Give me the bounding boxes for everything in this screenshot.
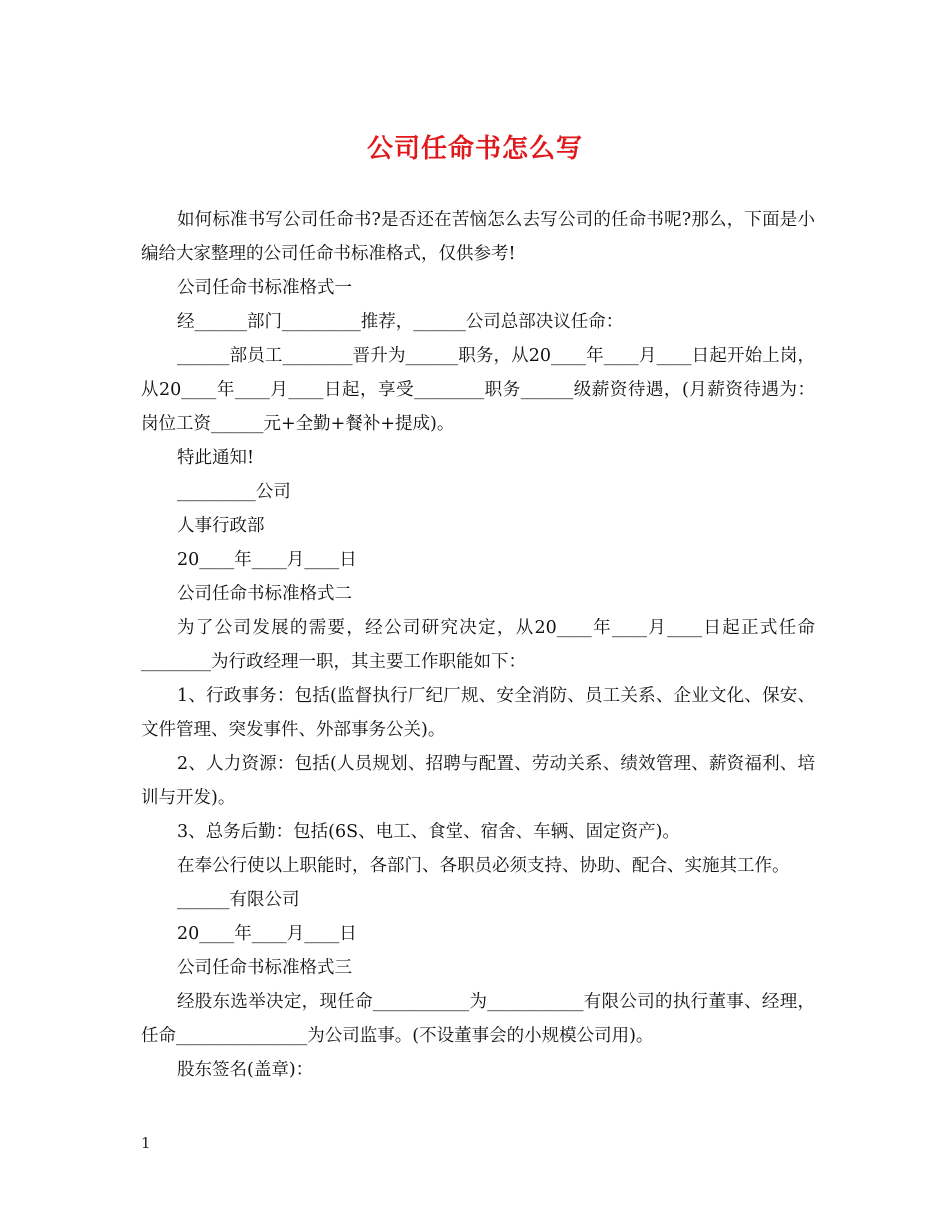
paragraph: 特此通知! — [177, 448, 255, 468]
heading-format-two: 公司任命书标准格式二 — [177, 584, 352, 604]
heading-format-one: 公司任命书标准格式一 — [177, 278, 352, 298]
paragraph: 为了公司发展的需要，经公司研究决定，从20____年____月____日起正式任命________为行政经理一职，其主要工作职能如下： — [141, 618, 815, 672]
signature-shareholder: 股东签名(盖章)： — [177, 1060, 314, 1080]
signature-company: _________公司 — [177, 482, 291, 502]
document-body — [141, 203, 815, 1087]
page-number: 1 — [141, 1134, 151, 1152]
paragraph: 经______部门_________推荐，______公司总部决议任命： — [177, 312, 624, 332]
signature-date: 20____年____月____日 — [177, 550, 357, 570]
heading-format-three: 公司任命书标准格式三 — [177, 958, 352, 978]
signature-company: ______有限公司 — [177, 890, 300, 910]
page-title: 公司任命书怎么写 — [366, 134, 583, 164]
paragraph: 经股东选举决定，现任命___________为___________有限公司的执行董事、经理，任命_______________为公司监事。(不设董事会的小规模公司用)。 — [141, 992, 815, 1046]
paragraph-intro: 如何标准书写公司任命书?是否还在苦恼怎么去写公司的任命书呢?那么，下面是小编给大家整理的公司任命书标准格式，仅供参考! — [141, 210, 815, 264]
list-item: 1、行政事务：包括(监督执行厂纪厂规、安全消防、员工关系、企业文化、保安、文件管理、突发事件、外部事务公关)。 — [141, 686, 815, 740]
signature-department: 人事行政部 — [177, 516, 265, 536]
paragraph: ______部员工________晋升为______职务，从20____年____月____日起开始上岗，从20____年____月____日起，享受________职务______级薪资待遇，(月薪资待遇为：岗位工资______元+全勤+餐补+提成)。 — [141, 346, 815, 434]
paragraph: 在奉公行使以上职能时，各部门、各职员必须支持、协助、配合、实施其工作。 — [177, 856, 790, 876]
list-item: 3、总务后勤：包括(6S、电工、食堂、宿舍、车辆、固定资产)。 — [177, 822, 680, 842]
signature-date: 20____年____月____日 — [177, 924, 357, 944]
list-item: 2、人力资源：包括(人员规划、招聘与配置、劳动关系、绩效管理、薪资福利、培训与开发)。 — [141, 754, 815, 808]
